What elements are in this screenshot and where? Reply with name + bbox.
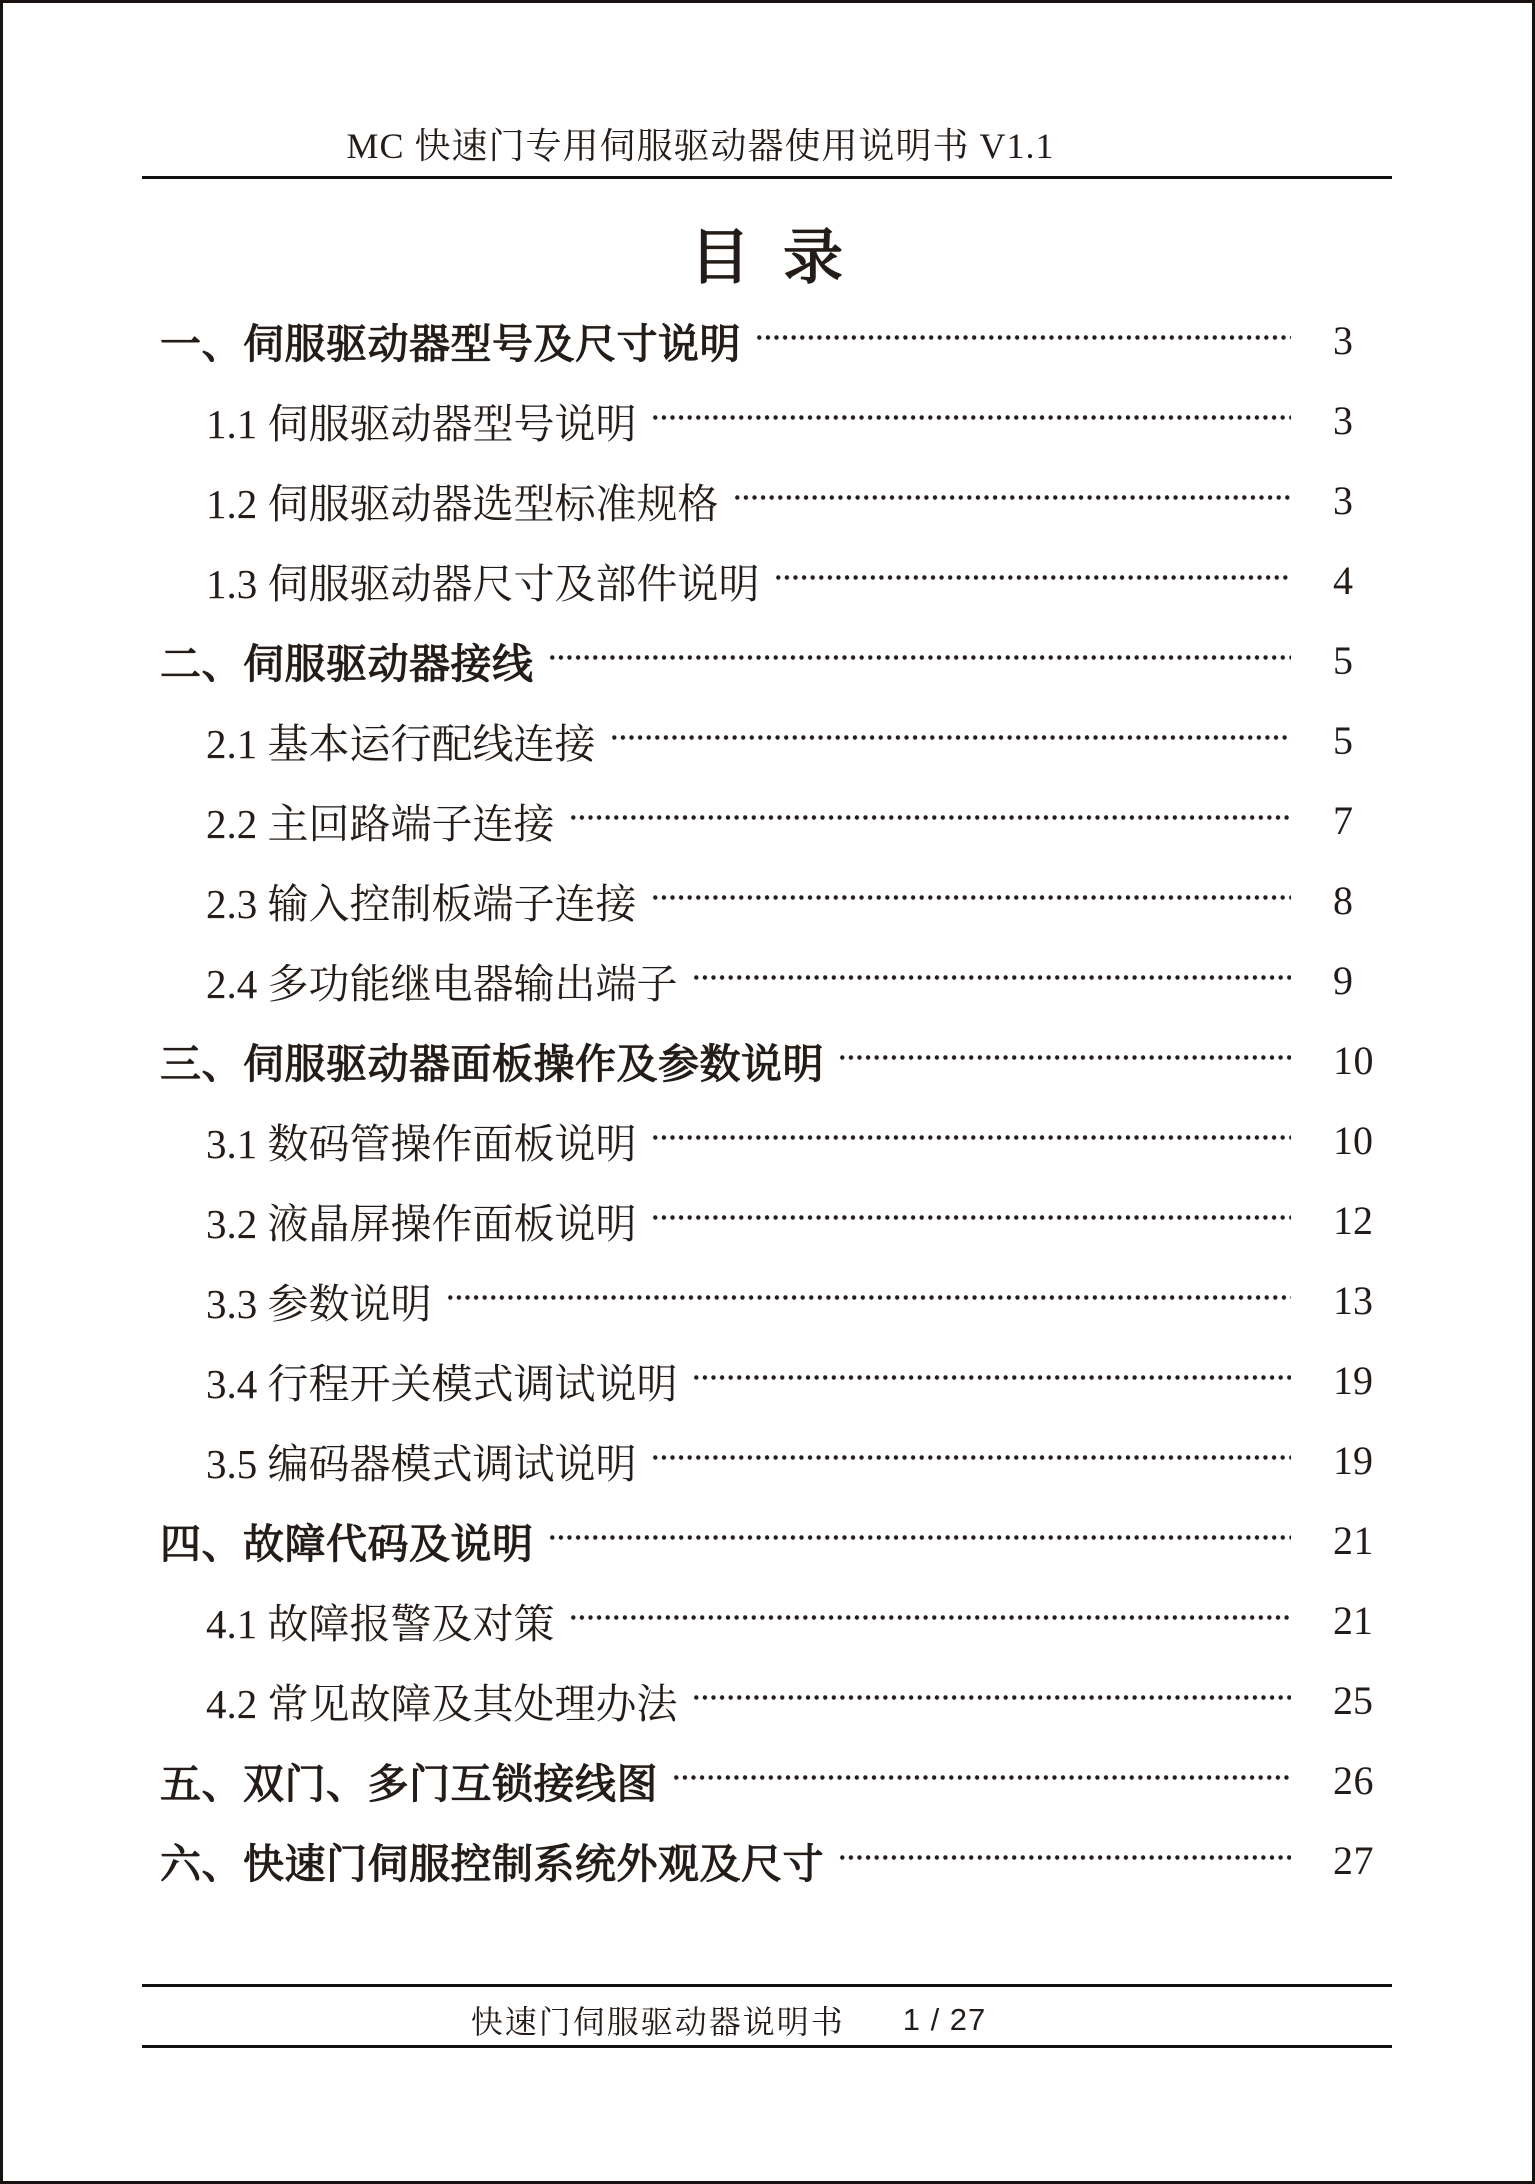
toc-entry-page: 3 [1333,397,1353,443]
toc-sub-row [160,1660,1393,1740]
toc-section-row [160,1740,1393,1820]
dot-leader [692,940,1292,1020]
toc-entry-label: 3.4 行程开关模式调试说明 [206,1360,678,1407]
toc-entry-page: 4 [1333,557,1353,603]
toc-sub-row [160,860,1393,940]
toc-entry-label: 2.3 输入控制板端子连接 [206,880,637,927]
dot-leader [548,620,1292,700]
toc-entry-page: 10 [1333,1117,1373,1163]
toc-entry-page: 9 [1333,957,1353,1003]
dot-leader [651,860,1292,940]
dot-leader [569,780,1292,860]
dot-leader [692,1660,1292,1740]
toc-entry-label: 一、伺服驱动器型号及尺寸说明 [160,320,741,367]
footer-doc-name: 快速门伺服驱动器说明书 [470,2004,845,2040]
dot-leader [838,1820,1291,1900]
toc-entry-page: 5 [1333,717,1353,763]
toc-entry-page: 21 [1333,1597,1373,1643]
dot-leader [651,1180,1292,1260]
dot-leader [651,1100,1292,1180]
toc-entry-label: 4.1 故障报警及对策 [206,1600,555,1647]
dot-leader [569,1580,1292,1660]
toc-entry-page: 21 [1333,1517,1374,1563]
toc-entry-label: 二、伺服驱动器接线 [160,640,534,687]
toc-entry-label: 六、快速门伺服控制系统外观及尺寸 [160,1840,824,1887]
toc-entry-page: 26 [1333,1757,1374,1803]
dot-leader [651,380,1292,460]
toc-page-title: 目 录 [690,225,843,291]
toc-list [160,300,1393,1900]
toc-entry-label: 2.1 基本运行配线连接 [206,720,596,767]
dot-leader [755,300,1291,380]
dot-leader [692,1340,1292,1420]
toc-entry-page: 19 [1333,1437,1373,1483]
header-rule [142,176,1392,179]
dot-leader [548,1500,1292,1580]
toc-entry-page: 8 [1333,877,1353,923]
toc-entry-page: 19 [1333,1357,1373,1403]
footer-page-indicator: 1 / 27 [902,2002,987,2037]
toc-sub-row [160,380,1393,460]
toc-entry-page: 25 [1333,1677,1373,1723]
toc-sub-row [160,1340,1393,1420]
toc-entry-label: 四、故障代码及说明 [160,1520,534,1567]
toc-section-row [160,300,1393,380]
toc-entry-label: 3.3 参数说明 [206,1280,432,1327]
toc-sub-row [160,700,1393,780]
toc-entry-label: 4.2 常见故障及其处理办法 [206,1680,678,1727]
toc-sub-row [160,460,1393,540]
toc-entry-label: 三、伺服驱动器面板操作及参数说明 [160,1040,824,1087]
dot-leader [446,1260,1292,1340]
toc-sub-row [160,940,1393,1020]
footer-rule-bottom [142,2045,1392,2048]
toc-entry-label: 2.2 主回路端子连接 [206,800,555,847]
toc-sub-row [160,780,1393,860]
dot-leader [610,700,1292,780]
dot-leader [672,1740,1291,1820]
toc-sub-row [160,1580,1393,1660]
toc-section-row [160,1500,1393,1580]
toc-entry-label: 3.5 编码器模式调试说明 [206,1440,637,1487]
toc-entry-label: 2.4 多功能继电器输出端子 [206,960,678,1007]
toc-entry-label: 3.2 液晶屏操作面板说明 [206,1200,637,1247]
toc-sub-row [160,1420,1393,1500]
toc-section-row [160,1020,1393,1100]
toc-section-row [160,1820,1393,1900]
toc-entry-page: 3 [1333,317,1354,363]
toc-entry-page: 10 [1333,1037,1374,1083]
dot-leader [838,1020,1291,1100]
toc-sub-row [160,1100,1393,1180]
toc-sub-row [160,540,1393,620]
footer-rule-top [142,1984,1392,1987]
toc-section-row [160,620,1393,700]
toc-entry-page: 27 [1333,1837,1374,1883]
toc-entry-label: 1.2 伺服驱动器选型标准规格 [206,480,719,527]
toc-sub-row [160,1260,1393,1340]
toc-entry-page: 7 [1333,797,1353,843]
toc-entry-label: 1.3 伺服驱动器尺寸及部件说明 [206,560,760,607]
toc-entry-page: 13 [1333,1277,1373,1323]
toc-entry-page: 3 [1333,477,1353,523]
document-header-title: MC 快速门专用伺服驱动器使用说明书 V1.1 [346,126,1055,166]
page-footer [104,1998,1353,2042]
toc-entry-label: 1.1 伺服驱动器型号说明 [206,400,637,447]
toc-entry-label: 3.1 数码管操作面板说明 [206,1120,637,1167]
dot-leader [774,540,1292,620]
dot-leader [733,460,1292,540]
toc-entry-label: 五、双门、多门互锁接线图 [160,1760,658,1807]
dot-leader [651,1420,1292,1500]
toc-entry-page: 5 [1333,637,1354,683]
toc-sub-row [160,1180,1393,1260]
toc-entry-page: 12 [1333,1197,1373,1243]
